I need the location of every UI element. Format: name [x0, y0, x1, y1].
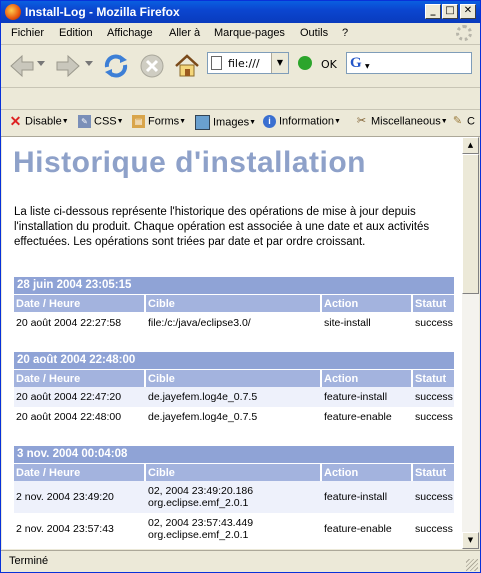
section-date: 20 août 2004 22:48:00: [14, 352, 454, 370]
status-bar: [1, 550, 480, 573]
cell-target: file:/c:/java/eclipse3.0/: [146, 312, 322, 334]
col-status: Statut: [413, 464, 454, 481]
chevron-down-icon: ▼: [116, 118, 124, 125]
col-date: Date / Heure: [14, 370, 146, 387]
install-section: [14, 446, 454, 545]
cell-target: de.jayefem.log4e_0.7.5: [146, 387, 322, 407]
install-table: [14, 295, 454, 334]
url-dropdown-icon[interactable]: ▼: [271, 53, 288, 73]
chevron-down-icon: ▼: [249, 119, 257, 126]
chevron-down-icon: ▼: [334, 118, 341, 125]
disable-label: Disable: [25, 115, 62, 128]
cell-status: success: [413, 513, 454, 545]
page-title: Historique d'installation: [13, 146, 366, 179]
col-action: Action: [322, 370, 413, 387]
section-date: 28 juin 2004 23:05:15: [14, 277, 454, 295]
install-table: [14, 464, 454, 545]
stop-icon[interactable]: [137, 51, 167, 81]
miscellaneous-label: Miscellaneous: [371, 115, 441, 128]
menu-help[interactable]: ?: [342, 27, 349, 39]
forms-icon: ▤: [132, 115, 145, 128]
url-input[interactable]: [207, 52, 289, 74]
images-menu[interactable]: [195, 115, 256, 130]
menu-fichier[interactable]: Fichier: [11, 27, 45, 39]
vertical-scrollbar[interactable]: [462, 137, 479, 549]
cell-status: success: [413, 481, 454, 513]
cell-date: 20 août 2004 22:48:00: [14, 407, 146, 427]
intro-text: La liste ci-dessous représente l'historique des opérations de mise à jour depuis l'installation du produit. Chaque opération est associée à une date et aux activités effectuées. Les opérations sont triées par date et par ordre croissant.: [14, 206, 430, 248]
col-target: Cible: [146, 295, 322, 312]
chevron-down-icon: ▼: [179, 118, 187, 125]
url-text: file:///: [228, 57, 260, 70]
status-text: Terminé: [9, 555, 49, 567]
cell-date: 2 nov. 2004 23:57:43: [14, 513, 146, 545]
install-table: [14, 370, 454, 427]
outline-label: C: [467, 115, 475, 128]
css-label: CSS: [94, 115, 117, 128]
navigation-toolbar: [1, 45, 480, 88]
maximize-button[interactable]: □: [442, 4, 458, 19]
firefox-logo-icon: [5, 4, 21, 20]
cell-date: 2 nov. 2004 23:49:20: [14, 481, 146, 513]
page-content[interactable]: [2, 137, 462, 549]
cell-action: feature-install: [322, 481, 413, 513]
scroll-down-icon[interactable]: ▼: [462, 532, 479, 549]
disable-x-icon: ✕: [9, 113, 22, 129]
cell-action: site-install: [322, 312, 413, 334]
col-status: Statut: [413, 295, 454, 312]
cell-action: feature-enable: [322, 513, 413, 545]
go-icon[interactable]: [298, 56, 312, 70]
information-menu[interactable]: [263, 115, 341, 128]
cell-target: 02, 2004 23:57:43.449 org.eclipse.emf_2.0.1: [146, 513, 322, 545]
menu-bar: [1, 23, 480, 45]
col-date: Date / Heure: [14, 464, 146, 481]
cell-date: 20 août 2004 22:47:20: [14, 387, 146, 407]
information-label: Information: [279, 115, 335, 128]
images-icon: [195, 115, 210, 130]
forward-dropdown-icon[interactable]: [85, 61, 93, 67]
page-icon: [211, 56, 222, 70]
miscellaneous-icon: ✂: [356, 115, 367, 127]
menu-outils[interactable]: Outils: [300, 27, 329, 39]
col-action: Action: [322, 464, 413, 481]
web-developer-toolbar: [1, 110, 480, 137]
menu-aller[interactable]: Aller à: [169, 27, 201, 39]
close-button[interactable]: ✕: [460, 4, 476, 19]
table-row: [14, 513, 454, 545]
cell-date: 20 août 2004 22:27:58: [14, 312, 146, 334]
cell-target: 02, 2004 23:49:20.186 org.eclipse.emf_2.0.1: [146, 481, 322, 513]
cell-target: de.jayefem.log4e_0.7.5: [146, 407, 322, 427]
go-button[interactable]: OK: [321, 58, 337, 71]
col-target: Cible: [146, 464, 322, 481]
install-section: [14, 277, 454, 334]
table-row: [14, 387, 454, 407]
search-engine-dropdown-icon[interactable]: ▼: [365, 63, 370, 70]
scroll-up-icon[interactable]: ▲: [462, 137, 479, 154]
information-icon: i: [263, 115, 276, 128]
table-row: [14, 407, 454, 427]
install-section: [14, 352, 454, 427]
chevron-down-icon: ▼: [61, 118, 69, 125]
menu-marque-pages[interactable]: Marque-pages: [214, 27, 285, 39]
forward-arrow-icon[interactable]: [53, 51, 83, 81]
pencil-icon: ✎: [452, 115, 463, 127]
throbber-icon: [456, 25, 472, 41]
reload-icon[interactable]: [101, 51, 131, 81]
back-dropdown-icon[interactable]: [37, 61, 45, 67]
css-menu[interactable]: [78, 115, 124, 128]
outline-menu[interactable]: [451, 115, 475, 128]
cell-status: success: [413, 312, 454, 334]
table-row: [14, 312, 454, 334]
menu-affichage[interactable]: Affichage: [107, 27, 153, 39]
col-status: Statut: [413, 370, 454, 387]
disable-menu[interactable]: [9, 115, 69, 128]
miscellaneous-menu[interactable]: [355, 115, 448, 128]
css-icon: ✎: [78, 115, 91, 128]
search-input[interactable]: [346, 52, 472, 74]
bookmarks-toolbar: [1, 88, 480, 110]
scrollbar-thumb[interactable]: [462, 154, 479, 294]
forms-label: Forms: [148, 115, 180, 128]
col-target: Cible: [146, 370, 322, 387]
cell-action: feature-enable: [322, 407, 413, 427]
col-action: Action: [322, 295, 413, 312]
back-arrow-icon[interactable]: [7, 51, 37, 81]
cell-status: success: [413, 407, 454, 427]
cell-status: success: [413, 387, 454, 407]
cell-action: feature-install: [322, 387, 413, 407]
google-search-icon[interactable]: G: [350, 55, 362, 71]
menu-edition[interactable]: Edition: [59, 27, 93, 39]
forms-menu[interactable]: [132, 115, 186, 128]
chevron-down-icon: ▼: [440, 118, 448, 125]
minimize-button[interactable]: _: [425, 4, 441, 19]
window-title: Install-Log - Mozilla Firefox: [25, 5, 180, 19]
col-date: Date / Heure: [14, 295, 146, 312]
home-icon[interactable]: [172, 51, 202, 81]
resize-grip-icon[interactable]: [466, 559, 478, 571]
section-date: 3 nov. 2004 00:04:08: [14, 446, 454, 464]
table-row: [14, 481, 454, 513]
images-label: Images: [213, 116, 250, 129]
title-bar[interactable]: [1, 1, 480, 23]
